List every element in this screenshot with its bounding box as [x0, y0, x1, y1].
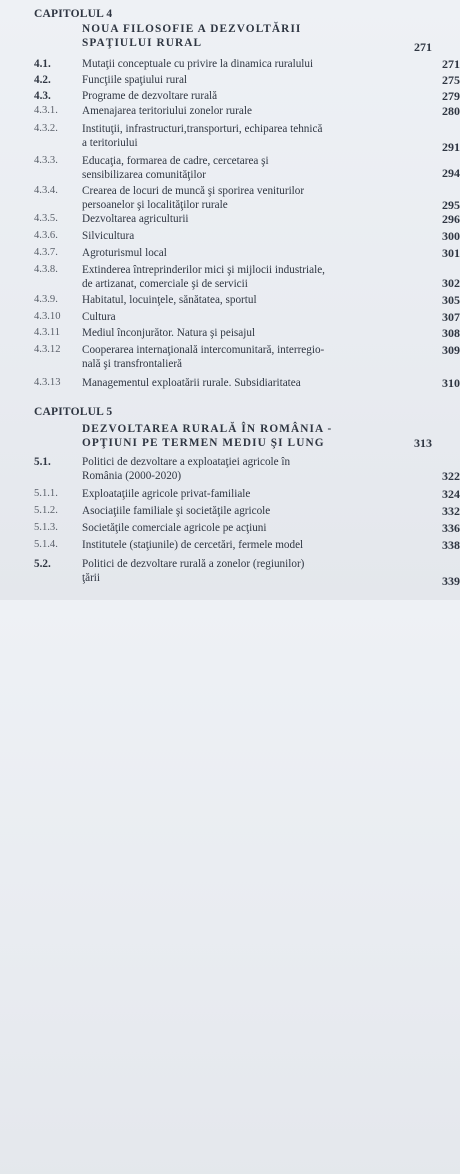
toc-entry-number: 4.3.5. [34, 213, 58, 224]
toc-entry-number: 4.3.11 [34, 327, 61, 338]
toc-entry-number: 5.1.2. [34, 505, 58, 516]
toc-entry-number: 5.1.1. [34, 488, 58, 499]
toc-entry-number: 5.1.3. [34, 522, 58, 533]
toc-entry-title: Silvicultura [82, 230, 135, 242]
toc-entry-title-line1: Politici de dezvoltare a exploataţiei agricole în [82, 456, 291, 468]
toc-entry-page: 302 [442, 276, 460, 290]
toc-entry-title: Cultura [82, 311, 116, 323]
toc-entry-number: 4.3.9. [34, 294, 58, 305]
toc-entry-number: 4.1. [34, 58, 51, 70]
toc-entry-title: Societăţile comerciale agricole pe acţiuni [82, 522, 267, 534]
toc-entry-page: 291 [442, 140, 460, 154]
toc-entry-page: 324 [442, 487, 460, 501]
toc-entry-title: Exploataţiile agricole privat-familiale [82, 488, 251, 500]
toc-entry-title-line2: România (2000-2020) [82, 470, 182, 482]
toc-entry-title: Habitatul, locuinţele, sănătatea, sportul [82, 294, 257, 306]
toc-entry-page: 336 [442, 521, 460, 535]
toc-entry-title: Mutaţii conceptuale cu privire la dinamica ruralului [82, 58, 314, 70]
toc-entry-page: 305 [442, 293, 460, 307]
chapter-5-page: 313 [414, 436, 432, 450]
toc-entry-page: 309 [442, 343, 460, 357]
toc-entry-number: 4.3.7. [34, 247, 58, 258]
toc-entry-title [82, 557, 410, 585]
toc-entry-page: 271 [442, 57, 460, 71]
toc-entry-number: 4.3.1. [34, 105, 58, 116]
toc-entry-page: 339 [442, 574, 460, 588]
toc-entry-number: 4.2. [34, 74, 51, 86]
toc-entry-page: 295 [442, 198, 460, 212]
toc-entry-title-line2: ţării [82, 572, 101, 584]
toc-entry-title-line1: Instituţii, infrastructuri,transporturi, echiparea tehnică [82, 123, 323, 135]
toc-entry-title: Agroturismul local [82, 247, 167, 259]
toc-entry-page: 310 [442, 376, 460, 390]
toc-entry-page: 308 [442, 326, 460, 340]
toc-entry-title-line2: a teritoriului [82, 137, 138, 149]
toc-entry-title-line2: sensibilizarea comunităţilor [82, 169, 206, 181]
toc-entry-title: Funcţiile spaţiului rural [82, 74, 188, 86]
chapter-5-label: CAPITOLUL 5 [34, 406, 113, 418]
toc-entry-page: 294 [442, 166, 460, 180]
toc-entry-number: 4.3.10 [34, 311, 61, 322]
toc-entry-page: 332 [442, 504, 460, 518]
toc-entry-page: 280 [442, 104, 460, 118]
toc-entry-title [82, 122, 410, 150]
chapter-5-title [82, 422, 382, 450]
toc-entry-title: Mediul înconjurător. Natura şi peisajul [82, 327, 256, 339]
chapter-4-page: 271 [414, 40, 432, 54]
toc-entry-title-line2: de artizanat, comerciale şi de servicii [82, 278, 248, 290]
toc-entry-title [82, 154, 410, 182]
chapter-5-title-line2: OPŢIUNI PE TERMEN MEDIU ŞI LUNG [82, 437, 325, 449]
chapter-4-title-line2: SPAŢIULUI RURAL [82, 37, 203, 49]
toc-entry-title-line1: Extinderea întreprinderilor mici şi mijlocii industriale, [82, 264, 325, 276]
toc-entry-title-line1: Crearea de locuri de muncă şi sporirea veniturilor [82, 185, 305, 197]
toc-entry-number: 4.3.13 [34, 377, 61, 388]
toc-entry-page: 279 [442, 89, 460, 103]
toc-entry-title-line1: Educaţia, formarea de cadre, cercetarea şi [82, 155, 269, 167]
toc-entry-number: 4.3.2. [34, 123, 58, 134]
toc-entry-title-line1: Politici de dezvoltare rurală a zonelor (regiunilor) [82, 558, 305, 570]
toc-entry-title: Institutele (staţiunile) de cercetări, fermele model [82, 539, 304, 551]
toc-entry-title: Managementul exploatării rurale. Subsidiaritatea [82, 377, 301, 389]
chapter-4-title-line1: NOUA FILOSOFIE A DEZVOLTĂRII [82, 23, 302, 35]
toc-entry-number: 4.3.4. [34, 185, 58, 196]
toc-entry-page: 307 [442, 310, 460, 324]
toc-entry-title-line1: Cooperarea internaţională intercomunitară, interregio- [82, 344, 325, 356]
toc-entry-title: Amenajarea teritoriului zonelor rurale [82, 105, 252, 117]
toc-entry-number: 4.3.8. [34, 264, 58, 275]
toc-entry-page: 296 [442, 212, 460, 226]
toc-entry-number: 5.2. [34, 558, 51, 570]
toc-entry-page: 300 [442, 229, 460, 243]
toc-entry-title [82, 184, 410, 212]
toc-entry-title-line2: nală şi transfrontalieră [82, 358, 183, 370]
toc-entry-page: 275 [442, 73, 460, 87]
toc-entry-title [82, 343, 410, 371]
toc-entry-page: 301 [442, 246, 460, 260]
chapter-4-title [82, 22, 382, 50]
toc-entry-title-line2: persoanelor şi localităţilor rurale [82, 199, 228, 211]
toc-entry-title: Programe de dezvoltare rurală [82, 90, 218, 102]
toc-entry-number: 4.3.12 [34, 344, 61, 355]
chapter-5-title-line1: DEZVOLTAREA RURALĂ ÎN ROMÂNIA - [82, 423, 333, 435]
toc-entry-number: 5.1.4. [34, 539, 58, 550]
toc-entry-title: Asociaţiile familiale şi societăţile agricole [82, 505, 271, 517]
toc-entry-title [82, 455, 410, 483]
toc-entry-number: 5.1. [34, 456, 51, 468]
toc-entry-number: 4.3.3. [34, 155, 58, 166]
chapter-4-label: CAPITOLUL 4 [34, 8, 113, 20]
toc-entry-page: 322 [442, 469, 460, 483]
toc-entry-number: 4.3. [34, 90, 51, 102]
toc-entry-number: 4.3.6. [34, 230, 58, 241]
toc-entry-title [82, 263, 410, 291]
toc-entry-title: Dezvoltarea agriculturii [82, 213, 189, 225]
toc-entry-page: 338 [442, 538, 460, 552]
